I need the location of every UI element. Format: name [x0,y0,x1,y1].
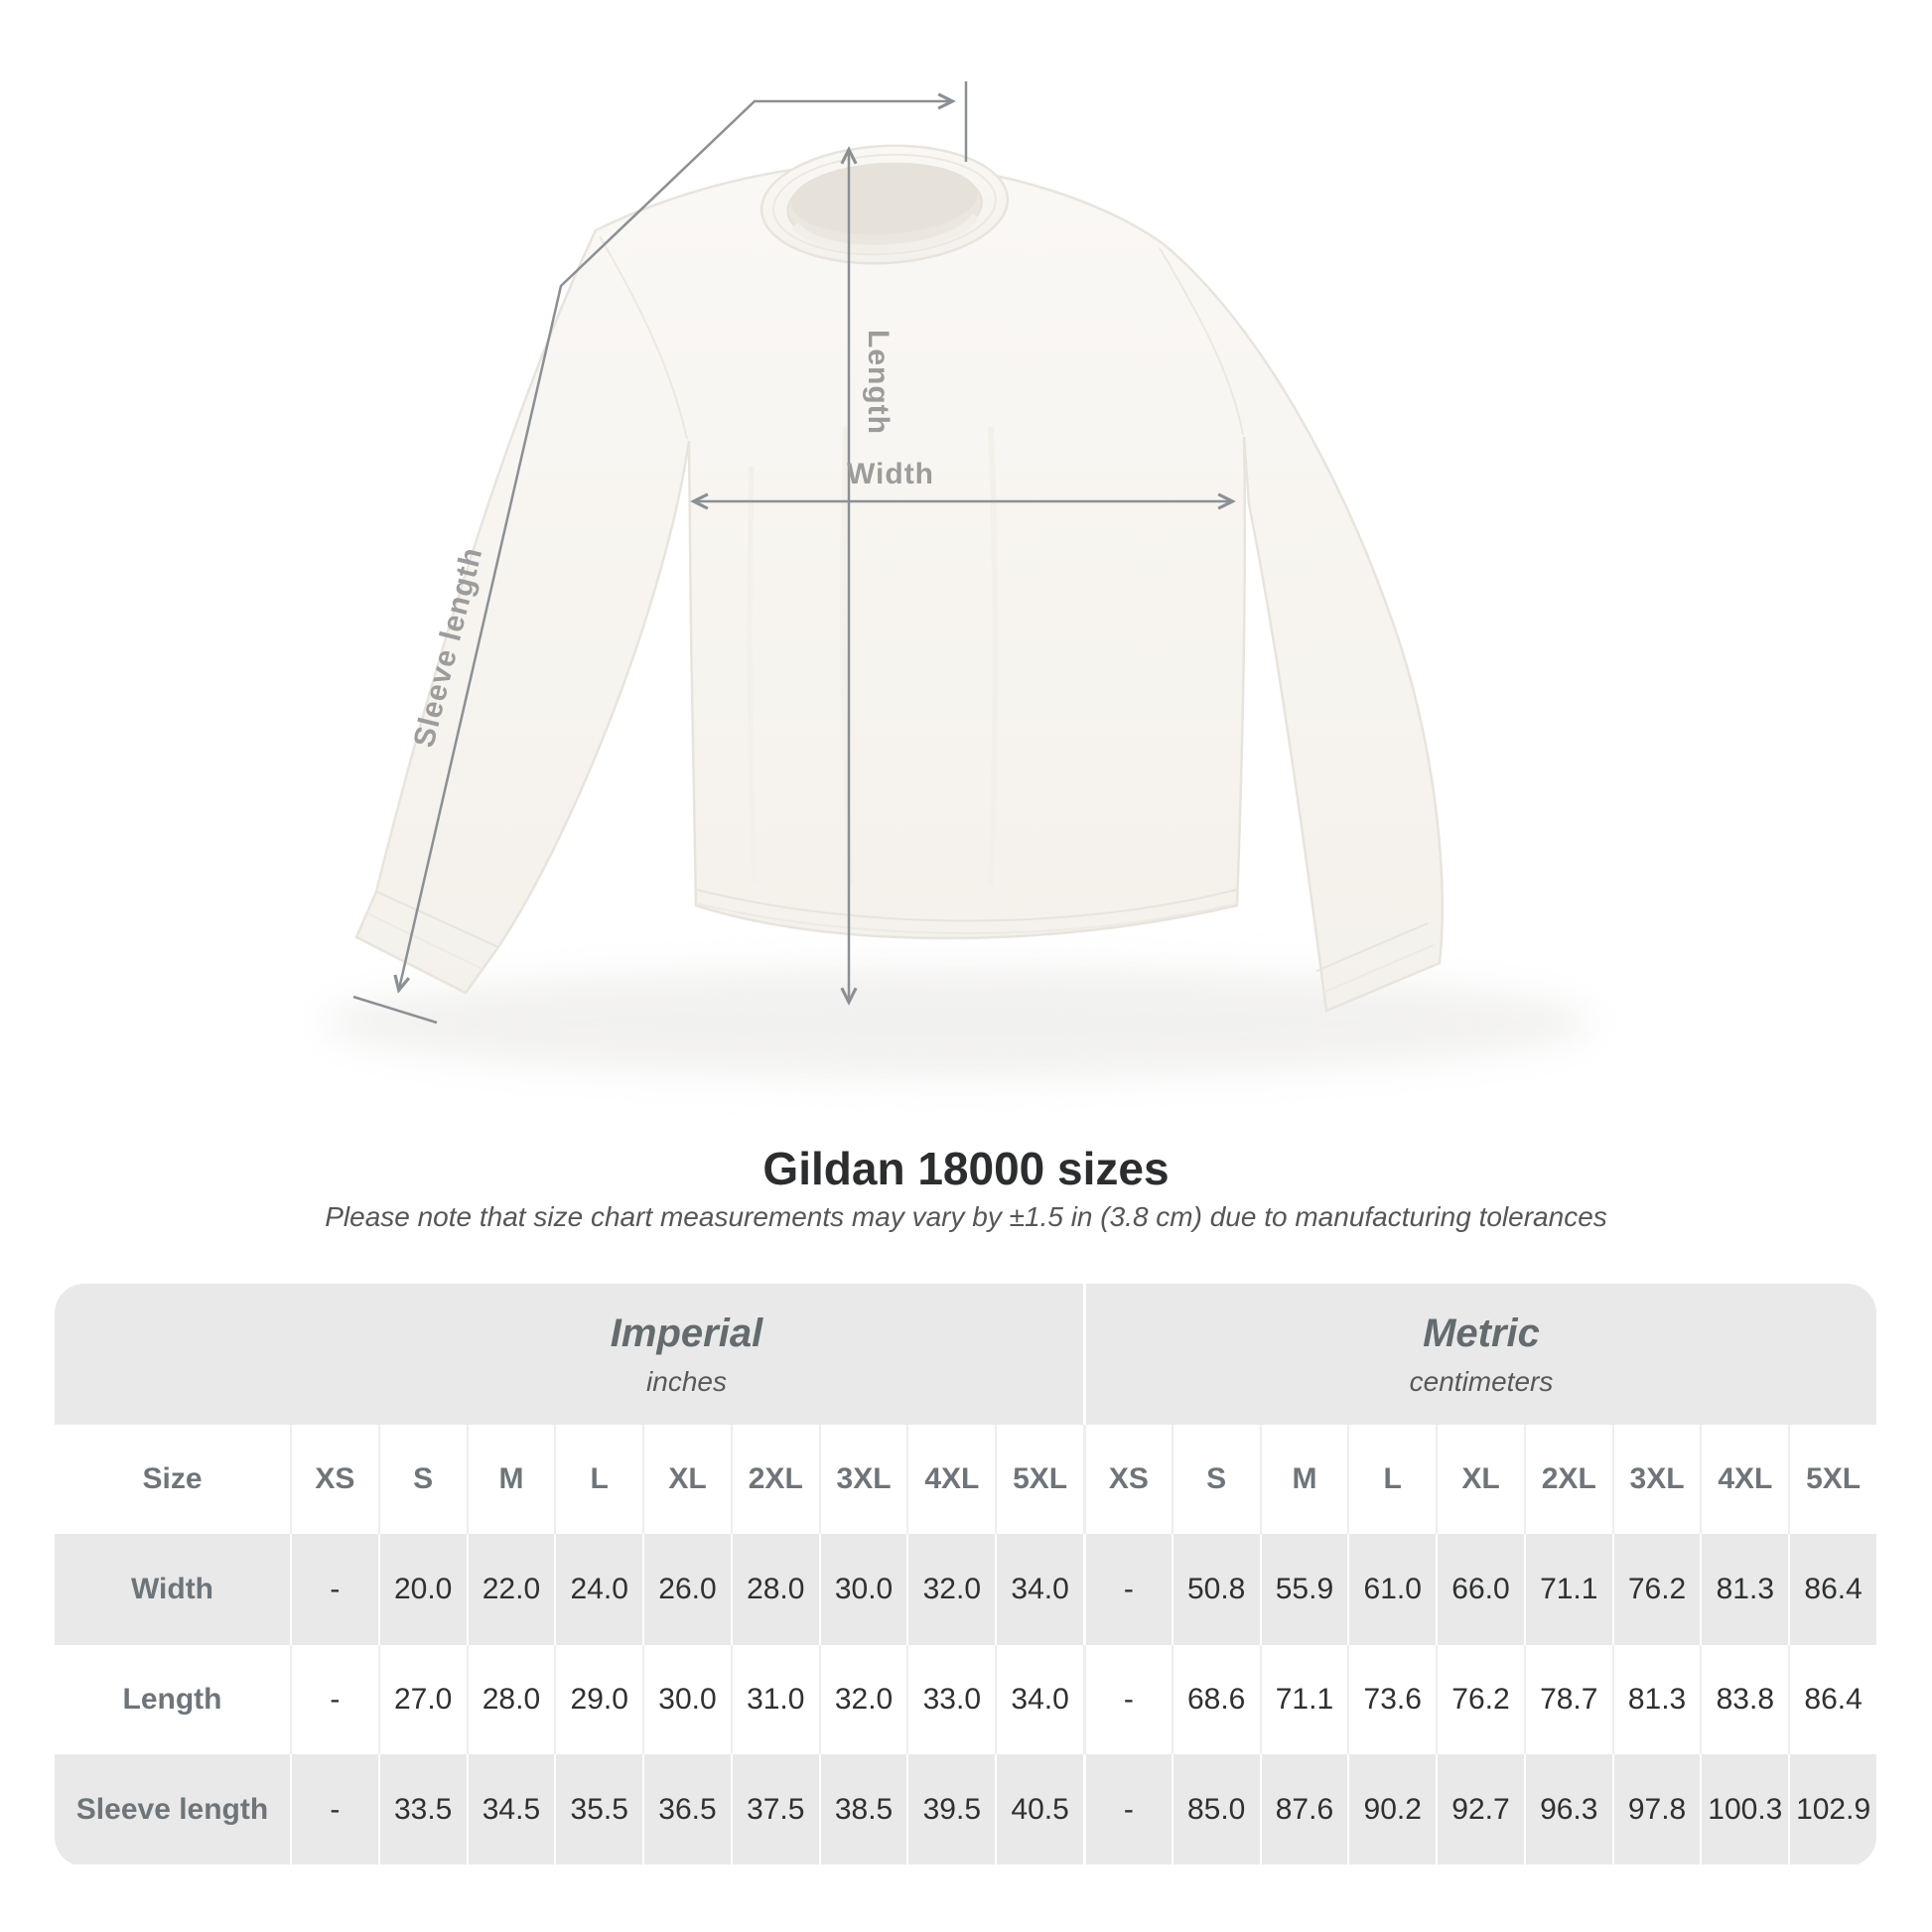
value-cell: 32.0 [819,1645,907,1754]
value-cell: L [554,1425,642,1534]
value-cell: 50.8 [1172,1534,1260,1645]
row-label-cell: Sleeve length [75,1792,269,1826]
value-cell: 71.1 [1524,1534,1612,1645]
value-cell: 3XL [819,1425,907,1534]
value-cell: 81.3 [1612,1645,1701,1754]
unit-group-name: Metric [1423,1311,1540,1355]
value-cell: 30.0 [819,1534,907,1645]
measurement-row [55,1754,1876,1864]
value-cell: 5XL [1788,1425,1876,1534]
garment-shadow [323,968,1593,1077]
unit-group-name: Imperial [610,1311,763,1355]
size-header-row [55,1425,1876,1534]
value-cell: 36.5 [642,1754,731,1864]
value-cell: 40.5 [995,1754,1083,1864]
value-cell: 4XL [1700,1425,1788,1534]
value-cell: - [290,1754,378,1864]
value-cell: 26.0 [642,1534,731,1645]
unit-group-imperial [290,1284,1083,1425]
value-cell: 2XL [731,1425,819,1534]
value-cell: 85.0 [1172,1754,1260,1864]
value-cell: 33.0 [906,1645,995,1754]
value-cell: 4XL [906,1425,995,1534]
value-cell: 90.2 [1347,1754,1436,1864]
value-cell: XS [290,1425,378,1534]
value-cell: 3XL [1612,1425,1701,1534]
value-cell: 92.7 [1436,1754,1524,1864]
value-cell: 68.6 [1172,1645,1260,1754]
value-cell: 34.5 [467,1754,555,1864]
value-cell: 87.6 [1260,1754,1348,1864]
value-cell: 97.8 [1612,1754,1701,1864]
page-title: Gildan 18000 sizes [762,1143,1170,1194]
value-cell: 55.9 [1260,1534,1348,1645]
value-cell: 102.9 [1788,1754,1876,1864]
value-cell: M [1260,1425,1348,1534]
measurement-row [55,1645,1876,1754]
value-cell: 24.0 [554,1534,642,1645]
length-measure-label: Length [862,330,895,435]
value-cell: 28.0 [731,1534,819,1645]
value-cell: 37.5 [731,1754,819,1864]
value-cell: 34.0 [995,1534,1083,1645]
value-cell: 20.0 [378,1534,467,1645]
value-cell: S [1172,1425,1260,1534]
value-cell: 39.5 [906,1754,995,1864]
value-cell: 76.2 [1612,1534,1701,1645]
value-cell: 28.0 [467,1645,555,1754]
tolerance-note: Please note that size chart measurements may vary by ±1.5 in (3.8 cm) due to manufacturing tolerances [325,1201,1607,1232]
unit-group-unit: centimeters [1409,1365,1554,1397]
value-cell: S [378,1425,467,1534]
value-cell: 35.5 [554,1754,642,1864]
value-cell: 66.0 [1436,1534,1524,1645]
value-cell: - [1083,1645,1172,1754]
value-cell: 76.2 [1436,1645,1524,1754]
band-corner [55,1284,290,1425]
row-label-cell: Length [122,1683,222,1716]
unit-group-unit: inches [646,1365,727,1397]
unit-group-band [55,1284,1876,1425]
size-chart-grid [55,1425,1876,1864]
value-cell: 100.3 [1700,1754,1788,1864]
value-cell: 2XL [1524,1425,1612,1534]
row-label-cell: Width [130,1573,214,1605]
value-cell: M [467,1425,555,1534]
value-cell: 83.8 [1700,1645,1788,1754]
value-cell: 33.5 [378,1754,467,1864]
value-cell: 81.3 [1700,1534,1788,1645]
value-cell: 86.4 [1788,1645,1876,1754]
value-cell: 29.0 [554,1645,642,1754]
value-cell: 34.0 [995,1645,1083,1754]
width-measure-label: Width [846,458,935,490]
measurement-row [55,1534,1876,1645]
value-cell: 31.0 [731,1645,819,1754]
value-cell: 71.1 [1260,1645,1348,1754]
value-cell: 30.0 [642,1645,731,1754]
value-cell: L [1347,1425,1436,1534]
value-cell: XL [642,1425,731,1534]
value-cell: - [290,1534,378,1645]
value-cell: - [290,1645,378,1754]
unit-group-metric [1083,1284,1876,1425]
size-chart-table [55,1284,1876,1866]
value-cell: 22.0 [467,1534,555,1645]
value-cell: 96.3 [1524,1754,1612,1864]
value-cell: XS [1083,1425,1172,1534]
value-cell: 32.0 [906,1534,995,1645]
value-cell: 86.4 [1788,1534,1876,1645]
row-label-cell: Size [142,1462,203,1495]
value-cell: - [1083,1534,1172,1645]
value-cell: 61.0 [1347,1534,1436,1645]
value-cell: 5XL [995,1425,1083,1534]
value-cell: - [1083,1754,1172,1864]
value-cell: 38.5 [819,1754,907,1864]
value-cell: 27.0 [378,1645,467,1754]
value-cell: XL [1436,1425,1524,1534]
sweatshirt-illustration [356,140,1443,1011]
sleeve-measure-label: Sleeve length [407,543,489,752]
value-cell: 73.6 [1347,1645,1436,1754]
value-cell: 78.7 [1524,1645,1612,1754]
